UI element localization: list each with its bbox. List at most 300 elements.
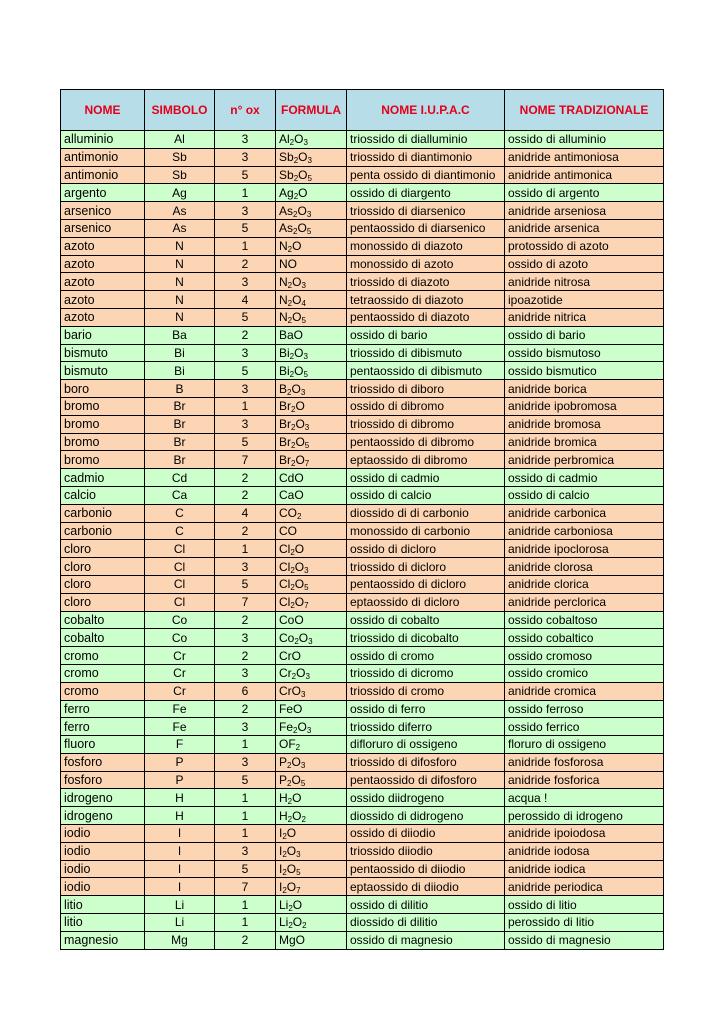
cell-formula: $Cr_2O_3$ xyxy=(276,664,347,682)
cell-simbolo: P xyxy=(145,753,215,771)
table-row xyxy=(61,931,664,949)
cell-nome-tradizionale: ossido di calcio xyxy=(505,486,664,504)
cell-nome: litio xyxy=(61,914,145,932)
cell-numero-ossidazione: 3 xyxy=(215,131,276,149)
cell-nome-tradizionale: ossido di magnesio xyxy=(505,931,664,949)
header-nome-tradizionale: NOME TRADIZIONALE xyxy=(505,90,664,131)
cell-nome-tradizionale: anidride ipoclorosa xyxy=(505,540,664,558)
table-row xyxy=(61,291,664,309)
cell-numero-ossidazione: 2 xyxy=(215,326,276,344)
cell-simbolo: N xyxy=(145,237,215,255)
cell-nome-iupac: eptaossido di dibromo xyxy=(347,451,505,469)
cell-formula: $Fe_2O_3$ xyxy=(276,718,347,736)
cell-simbolo: P xyxy=(145,771,215,789)
cell-nome-iupac: ossido di diiodio xyxy=(347,825,505,843)
cell-numero-ossidazione: 5 xyxy=(215,433,276,451)
cell-numero-ossidazione: 6 xyxy=(215,682,276,700)
cell-nome-iupac: triossido di difosforo xyxy=(347,753,505,771)
table-row xyxy=(61,771,664,789)
cell-nome-tradizionale: ossido di azoto xyxy=(505,255,664,273)
cell-formula: CrO$_3$ xyxy=(276,682,347,700)
header-nome-iupac: NOME I.U.P.A.C xyxy=(347,90,505,131)
cell-numero-ossidazione: 4 xyxy=(215,291,276,309)
cell-simbolo: Br xyxy=(145,433,215,451)
cell-numero-ossidazione: 5 xyxy=(215,362,276,380)
table-row xyxy=(61,184,664,202)
cell-nome: bromo xyxy=(61,415,145,433)
cell-nome-tradizionale: anidride cromica xyxy=(505,682,664,700)
cell-nome-iupac: pentaossido di diazoto xyxy=(347,308,505,326)
cell-nome: azoto xyxy=(61,273,145,291)
cell-simbolo: Cl xyxy=(145,540,215,558)
table-row xyxy=(61,682,664,700)
cell-nome-tradizionale: ossido ferroso xyxy=(505,700,664,718)
cell-formula: $CO_2$ xyxy=(276,504,347,522)
cell-nome-iupac: difloruro di ossigeno xyxy=(347,736,505,754)
table-row xyxy=(61,860,664,878)
cell-nome-iupac: diossido di di carbonio xyxy=(347,504,505,522)
cell-simbolo: Sb xyxy=(145,166,215,184)
table-row xyxy=(61,664,664,682)
cell-simbolo: I xyxy=(145,825,215,843)
cell-nome-tradizionale: perossido di idrogeno xyxy=(505,807,664,825)
table-row xyxy=(61,397,664,415)
cell-simbolo: Cl xyxy=(145,558,215,576)
table-row xyxy=(61,362,664,380)
header-numero-ossidazione: n° ox xyxy=(215,90,276,131)
cell-nome-iupac: ossido di bario xyxy=(347,326,505,344)
cell-nome-iupac: triossido di dicloro xyxy=(347,558,505,576)
cell-simbolo: H xyxy=(145,789,215,807)
cell-nome-tradizionale: ossido ferrico xyxy=(505,718,664,736)
table-row xyxy=(61,380,664,398)
cell-formula: $N_2O$ xyxy=(276,237,347,255)
cell-nome-iupac: triossido di cromo xyxy=(347,682,505,700)
cell-nome-tradizionale: anidride arseniosa xyxy=(505,202,664,220)
header-row xyxy=(61,90,664,131)
cell-nome-tradizionale: ossido cromico xyxy=(505,664,664,682)
cell-formula: $Cl_2O_5$ xyxy=(276,575,347,593)
cell-numero-ossidazione: 3 xyxy=(215,753,276,771)
cell-numero-ossidazione: 5 xyxy=(215,166,276,184)
cell-numero-ossidazione: 1 xyxy=(215,184,276,202)
cell-nome: azoto xyxy=(61,308,145,326)
cell-formula: $I_2O$ xyxy=(276,825,347,843)
cell-formula: $Li_2O_2$ xyxy=(276,914,347,932)
cell-nome: cadmio xyxy=(61,469,145,487)
cell-simbolo: Cr xyxy=(145,682,215,700)
cell-nome-tradizionale: protossido di azoto xyxy=(505,237,664,255)
table-row xyxy=(61,166,664,184)
table-body xyxy=(61,131,664,950)
cell-formula: $Sb_2O_3$ xyxy=(276,148,347,166)
cell-nome-iupac: ossido diidrogeno xyxy=(347,789,505,807)
cell-nome: bario xyxy=(61,326,145,344)
table-row xyxy=(61,273,664,291)
cell-formula: $N_2O_4$ xyxy=(276,291,347,309)
cell-numero-ossidazione: 2 xyxy=(215,700,276,718)
table-row xyxy=(61,718,664,736)
table-row xyxy=(61,878,664,896)
cell-nome-iupac: triossido diferro xyxy=(347,718,505,736)
cell-nome-iupac: triossido di diantimonio xyxy=(347,148,505,166)
cell-nome: arsenico xyxy=(61,219,145,237)
cell-formula: $I_2O_5$ xyxy=(276,860,347,878)
cell-simbolo: C xyxy=(145,522,215,540)
cell-nome: bismuto xyxy=(61,362,145,380)
cell-nome-tradizionale: anidride iodosa xyxy=(505,842,664,860)
cell-nome: idrogeno xyxy=(61,789,145,807)
cell-nome-tradizionale: acqua ! xyxy=(505,789,664,807)
cell-nome-tradizionale: anidride ipoiodosa xyxy=(505,825,664,843)
cell-nome: idrogeno xyxy=(61,807,145,825)
cell-nome: antimonio xyxy=(61,166,145,184)
cell-nome-iupac: pentaossido di difosforo xyxy=(347,771,505,789)
cell-nome-tradizionale: ossido cobaltoso xyxy=(505,611,664,629)
cell-nome-iupac: triossido diiodio xyxy=(347,842,505,860)
cell-formula: $Bi_2O_5$ xyxy=(276,362,347,380)
header-nome: NOME xyxy=(61,90,145,131)
cell-numero-ossidazione: 3 xyxy=(215,629,276,647)
cell-simbolo: Cd xyxy=(145,469,215,487)
cell-simbolo: Li xyxy=(145,914,215,932)
cell-nome-iupac: triossido di dialluminio xyxy=(347,131,505,149)
cell-formula: $Br_2O$ xyxy=(276,397,347,415)
cell-nome: fosforo xyxy=(61,753,145,771)
cell-nome-iupac: ossido di dilitio xyxy=(347,896,505,914)
cell-numero-ossidazione: 1 xyxy=(215,914,276,932)
cell-nome-tradizionale: anidride fosforosa xyxy=(505,753,664,771)
cell-simbolo: B xyxy=(145,380,215,398)
cell-nome: cloro xyxy=(61,558,145,576)
cell-nome-iupac: eptaossido di diiodio xyxy=(347,878,505,896)
cell-nome-tradizionale: ossido bismutico xyxy=(505,362,664,380)
cell-nome-tradizionale: ossido di bario xyxy=(505,326,664,344)
cell-simbolo: As xyxy=(145,202,215,220)
cell-nome-iupac: ossido di ferro xyxy=(347,700,505,718)
cell-simbolo: N xyxy=(145,273,215,291)
cell-formula: CdO xyxy=(276,469,347,487)
cell-numero-ossidazione: 4 xyxy=(215,504,276,522)
cell-nome: magnesio xyxy=(61,931,145,949)
cell-nome: arsenico xyxy=(61,202,145,220)
cell-nome-iupac: triossido di dicobalto xyxy=(347,629,505,647)
cell-nome-iupac: ossido di magnesio xyxy=(347,931,505,949)
cell-nome-iupac: eptaossido di dicloro xyxy=(347,593,505,611)
cell-numero-ossidazione: 1 xyxy=(215,896,276,914)
cell-numero-ossidazione: 2 xyxy=(215,931,276,949)
cell-numero-ossidazione: 5 xyxy=(215,219,276,237)
cell-nome: bromo xyxy=(61,451,145,469)
cell-nome-iupac: monossido di azoto xyxy=(347,255,505,273)
cell-nome: ferro xyxy=(61,700,145,718)
table-row xyxy=(61,255,664,273)
cell-formula: FeO xyxy=(276,700,347,718)
cell-nome: cromo xyxy=(61,647,145,665)
cell-nome-tradizionale: anidride fosforica xyxy=(505,771,664,789)
cell-nome-iupac: ossido di diargento xyxy=(347,184,505,202)
cell-nome-iupac: ossido di dicloro xyxy=(347,540,505,558)
cell-numero-ossidazione: 1 xyxy=(215,807,276,825)
cell-simbolo: Al xyxy=(145,131,215,149)
cell-simbolo: H xyxy=(145,807,215,825)
cell-numero-ossidazione: 1 xyxy=(215,736,276,754)
cell-nome-tradizionale: ossido di alluminio xyxy=(505,131,664,149)
cell-nome: iodio xyxy=(61,842,145,860)
cell-nome-iupac: monossido di diazoto xyxy=(347,237,505,255)
cell-nome-tradizionale: anidride arsenica xyxy=(505,219,664,237)
cell-formula: $Br_2O_3$ xyxy=(276,415,347,433)
table-row xyxy=(61,611,664,629)
cell-nome-iupac: pentaossido di dibismuto xyxy=(347,362,505,380)
cell-formula: $B_2O_3$ xyxy=(276,380,347,398)
cell-formula: $Li_2O$ xyxy=(276,896,347,914)
cell-nome-iupac: diossido di dilitio xyxy=(347,914,505,932)
cell-nome-iupac: ossido di dibromo xyxy=(347,397,505,415)
cell-nome: calcio xyxy=(61,486,145,504)
cell-simbolo: I xyxy=(145,842,215,860)
cell-nome-iupac: penta ossido di diantimonio xyxy=(347,166,505,184)
header-formula: FORMULA xyxy=(276,90,347,131)
cell-simbolo: Fe xyxy=(145,718,215,736)
cell-nome-tradizionale: floruro di ossigeno xyxy=(505,736,664,754)
cell-nome-tradizionale: perossido di litio xyxy=(505,914,664,932)
cell-nome-tradizionale: anidride ipobromosa xyxy=(505,397,664,415)
cell-nome-iupac: ossido di cromo xyxy=(347,647,505,665)
cell-nome-iupac: tetraossido di diazoto xyxy=(347,291,505,309)
cell-formula: $Cl_2O$ xyxy=(276,540,347,558)
cell-numero-ossidazione: 1 xyxy=(215,825,276,843)
table-row xyxy=(61,914,664,932)
cell-numero-ossidazione: 7 xyxy=(215,878,276,896)
cell-simbolo: Co xyxy=(145,629,215,647)
cell-numero-ossidazione: 5 xyxy=(215,771,276,789)
cell-numero-ossidazione: 3 xyxy=(215,664,276,682)
cell-nome: argento xyxy=(61,184,145,202)
cell-nome: antimonio xyxy=(61,148,145,166)
table-row xyxy=(61,753,664,771)
cell-formula: CoO xyxy=(276,611,347,629)
table-row xyxy=(61,540,664,558)
cell-numero-ossidazione: 5 xyxy=(215,308,276,326)
cell-nome-iupac: pentaossido di dicloro xyxy=(347,575,505,593)
cell-nome-tradizionale: anidride antimoniosa xyxy=(505,148,664,166)
cell-nome-iupac: ossido di calcio xyxy=(347,486,505,504)
cell-nome-iupac: triossido di diboro xyxy=(347,380,505,398)
cell-formula: $Al_2O_3$ xyxy=(276,131,347,149)
cell-formula: CO xyxy=(276,522,347,540)
table-row xyxy=(61,504,664,522)
cell-formula: CrO xyxy=(276,647,347,665)
cell-nome-iupac: triossido di dibismuto xyxy=(347,344,505,362)
cell-numero-ossidazione: 7 xyxy=(215,593,276,611)
cell-nome: cloro xyxy=(61,540,145,558)
table-row xyxy=(61,522,664,540)
table-row xyxy=(61,700,664,718)
cell-formula: NO xyxy=(276,255,347,273)
cell-nome-iupac: triossido di diarsenico xyxy=(347,202,505,220)
table-row xyxy=(61,807,664,825)
cell-nome-tradizionale: anidride carboniosa xyxy=(505,522,664,540)
cell-nome: cloro xyxy=(61,593,145,611)
cell-nome-tradizionale: ossido cobaltico xyxy=(505,629,664,647)
cell-nome-tradizionale: ossido di cadmio xyxy=(505,469,664,487)
cell-simbolo: Ca xyxy=(145,486,215,504)
cell-formula: $N_2O_5$ xyxy=(276,308,347,326)
cell-nome-tradizionale: anidride borica xyxy=(505,380,664,398)
cell-formula: $I_2O_7$ xyxy=(276,878,347,896)
cell-numero-ossidazione: 2 xyxy=(215,469,276,487)
cell-nome: iodio xyxy=(61,878,145,896)
table-row xyxy=(61,486,664,504)
cell-nome-iupac: pentaossido di dibromo xyxy=(347,433,505,451)
cell-simbolo: F xyxy=(145,736,215,754)
cell-numero-ossidazione: 2 xyxy=(215,486,276,504)
cell-numero-ossidazione: 2 xyxy=(215,611,276,629)
table-row xyxy=(61,131,664,149)
cell-numero-ossidazione: 3 xyxy=(215,558,276,576)
table-row xyxy=(61,451,664,469)
cell-numero-ossidazione: 1 xyxy=(215,237,276,255)
cell-simbolo: Br xyxy=(145,397,215,415)
cell-nome-tradizionale: anidride bromica xyxy=(505,433,664,451)
cell-nome-tradizionale: anidride iodica xyxy=(505,860,664,878)
cell-nome: azoto xyxy=(61,237,145,255)
table-row xyxy=(61,415,664,433)
table-row xyxy=(61,433,664,451)
cell-formula: $H_2O_2$ xyxy=(276,807,347,825)
cell-nome-iupac: diossido di didrogeno xyxy=(347,807,505,825)
cell-simbolo: Mg xyxy=(145,931,215,949)
cell-nome-iupac: triossido di dicromo xyxy=(347,664,505,682)
cell-nome: cobalto xyxy=(61,611,145,629)
cell-nome-tradizionale: anidride nitrosa xyxy=(505,273,664,291)
cell-nome-iupac: triossido di dibromo xyxy=(347,415,505,433)
cell-nome: bismuto xyxy=(61,344,145,362)
cell-nome-tradizionale: anidride perclorica xyxy=(505,593,664,611)
cell-nome-iupac: ossido di cobalto xyxy=(347,611,505,629)
table-row xyxy=(61,558,664,576)
cell-nome-tradizionale: ipoazotide xyxy=(505,291,664,309)
cell-formula: $N_2O_3$ xyxy=(276,273,347,291)
cell-nome-tradizionale: anidride bromosa xyxy=(505,415,664,433)
cell-nome-tradizionale: ossido di argento xyxy=(505,184,664,202)
cell-nome-tradizionale: ossido di litio xyxy=(505,896,664,914)
table-row xyxy=(61,842,664,860)
table-row xyxy=(61,237,664,255)
cell-nome-iupac: ossido di cadmio xyxy=(347,469,505,487)
cell-simbolo: Li xyxy=(145,896,215,914)
cell-simbolo: Ag xyxy=(145,184,215,202)
cell-formula: $OF_2$ xyxy=(276,736,347,754)
cell-simbolo: I xyxy=(145,860,215,878)
cell-formula: $Co_2O_3$ xyxy=(276,629,347,647)
cell-simbolo: C xyxy=(145,504,215,522)
cell-numero-ossidazione: 5 xyxy=(215,860,276,878)
cell-nome: iodio xyxy=(61,860,145,878)
table-row xyxy=(61,629,664,647)
cell-numero-ossidazione: 3 xyxy=(215,273,276,291)
cell-simbolo: N xyxy=(145,255,215,273)
cell-formula: $P_2O_5$ xyxy=(276,771,347,789)
cell-simbolo: Bi xyxy=(145,362,215,380)
cell-nome: fluoro xyxy=(61,736,145,754)
cell-nome-iupac: pentaossido di diiodio xyxy=(347,860,505,878)
cell-nome-tradizionale: anidride perbromica xyxy=(505,451,664,469)
cell-nome-tradizionale: anidride clorica xyxy=(505,575,664,593)
table-row xyxy=(61,825,664,843)
cell-formula: $Sb_2O_5$ xyxy=(276,166,347,184)
cell-numero-ossidazione: 3 xyxy=(215,380,276,398)
oxide-table xyxy=(60,89,664,950)
table-row xyxy=(61,789,664,807)
cell-formula: $Bi_2O_3$ xyxy=(276,344,347,362)
cell-nome: azoto xyxy=(61,255,145,273)
table-row xyxy=(61,344,664,362)
table-row xyxy=(61,736,664,754)
cell-numero-ossidazione: 3 xyxy=(215,148,276,166)
table-row xyxy=(61,148,664,166)
cell-numero-ossidazione: 1 xyxy=(215,540,276,558)
cell-nome: carbonio xyxy=(61,504,145,522)
cell-nome: ferro xyxy=(61,718,145,736)
cell-nome: iodio xyxy=(61,825,145,843)
cell-numero-ossidazione: 3 xyxy=(215,842,276,860)
cell-formula: $Br_2O_5$ xyxy=(276,433,347,451)
cell-nome-tradizionale: ossido bismutoso xyxy=(505,344,664,362)
cell-numero-ossidazione: 2 xyxy=(215,647,276,665)
cell-nome: fosforo xyxy=(61,771,145,789)
header-simbolo: SIMBOLO xyxy=(145,90,215,131)
cell-nome-tradizionale: anidride nitrica xyxy=(505,308,664,326)
cell-numero-ossidazione: 3 xyxy=(215,344,276,362)
table-row xyxy=(61,593,664,611)
cell-simbolo: Cr xyxy=(145,664,215,682)
cell-nome: cobalto xyxy=(61,629,145,647)
cell-simbolo: Br xyxy=(145,415,215,433)
cell-nome-tradizionale: anidride clorosa xyxy=(505,558,664,576)
cell-nome-tradizionale: ossido cromoso xyxy=(505,647,664,665)
cell-nome-iupac: pentaossido di diarsenico xyxy=(347,219,505,237)
cell-simbolo: Sb xyxy=(145,148,215,166)
cell-nome-tradizionale: anidride antimonica xyxy=(505,166,664,184)
cell-nome: boro xyxy=(61,380,145,398)
table-row xyxy=(61,219,664,237)
cell-simbolo: Br xyxy=(145,451,215,469)
table-row xyxy=(61,647,664,665)
cell-nome: carbonio xyxy=(61,522,145,540)
cell-formula: $Cl_2O_3$ xyxy=(276,558,347,576)
cell-numero-ossidazione: 1 xyxy=(215,789,276,807)
table-row xyxy=(61,896,664,914)
cell-numero-ossidazione: 3 xyxy=(215,718,276,736)
cell-nome: azoto xyxy=(61,291,145,309)
cell-simbolo: Ba xyxy=(145,326,215,344)
cell-numero-ossidazione: 2 xyxy=(215,255,276,273)
cell-simbolo: N xyxy=(145,308,215,326)
cell-nome: litio xyxy=(61,896,145,914)
cell-formula: $I_2O_3$ xyxy=(276,842,347,860)
cell-formula: MgO xyxy=(276,931,347,949)
cell-numero-ossidazione: 3 xyxy=(215,415,276,433)
cell-formula: $H_2O$ xyxy=(276,789,347,807)
table-row xyxy=(61,326,664,344)
cell-numero-ossidazione: 7 xyxy=(215,451,276,469)
cell-formula: CaO xyxy=(276,486,347,504)
cell-simbolo: Co xyxy=(145,611,215,629)
cell-nome: bromo xyxy=(61,433,145,451)
cell-formula: $Br_2O_7$ xyxy=(276,451,347,469)
